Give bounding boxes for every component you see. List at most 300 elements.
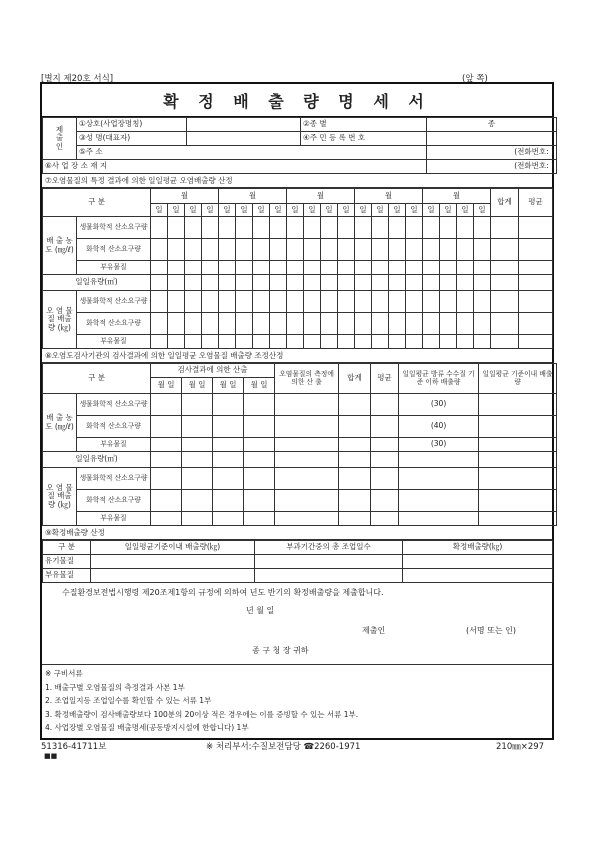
- entry-cell[interactable]: [371, 512, 399, 526]
- entry-cell[interactable]: [474, 275, 491, 291]
- sec7-concentration-group: 배 출 농 도 (㎎/ℓ): [43, 217, 77, 275]
- flow-row-label: 일일유량(㎥): [43, 275, 151, 291]
- entry-cell[interactable]: [168, 335, 185, 349]
- entry-cell[interactable]: [287, 239, 304, 261]
- sec7-day-header: 일: [389, 204, 406, 217]
- entry-cell[interactable]: [151, 438, 182, 452]
- entry-cell[interactable]: [182, 512, 213, 526]
- entry-cell[interactable]: [406, 261, 423, 275]
- entry-cell[interactable]: [236, 275, 253, 291]
- entry-cell[interactable]: [389, 261, 406, 275]
- sec8-emission-group: 오 염 물 질 배출량 (㎏): [43, 468, 77, 526]
- entry-cell[interactable]: [213, 452, 244, 468]
- type-field[interactable]: 종: [427, 118, 557, 132]
- section-9-table: [42, 540, 553, 583]
- entry-cell[interactable]: [338, 261, 355, 275]
- entry-cell[interactable]: [244, 490, 275, 512]
- row-label-sub3: 부유물질: [77, 335, 151, 349]
- entry-cell[interactable]: [355, 313, 372, 335]
- entry-cell[interactable]: [236, 261, 253, 275]
- entry-cell[interactable]: [406, 291, 423, 313]
- applicant-table: [42, 117, 557, 174]
- entry-cell[interactable]: [253, 291, 270, 313]
- submission-statement: [42, 583, 552, 665]
- entry-cell[interactable]: [287, 335, 304, 349]
- sec9-header-3: 확정배출량(㎏): [403, 541, 553, 555]
- entry-cell[interactable]: [253, 313, 270, 335]
- sec7-month-header: 월: [423, 189, 491, 204]
- entry-cell[interactable]: [355, 217, 372, 239]
- entry-cell[interactable]: [479, 394, 557, 416]
- entry-cell[interactable]: [275, 416, 339, 438]
- entry-cell[interactable]: [202, 275, 219, 291]
- entry-cell[interactable]: [321, 335, 338, 349]
- sec7-day-header: 일: [304, 204, 321, 217]
- entry-cell[interactable]: [151, 313, 168, 335]
- sec8-inspect-header: 검사결과에 의한 산출: [151, 364, 275, 378]
- entry-cell[interactable]: [372, 335, 389, 349]
- entry-cell[interactable]: [440, 239, 457, 261]
- entry-cell[interactable]: [213, 490, 244, 512]
- discharge-limit-cell[interactable]: (40): [399, 416, 479, 438]
- sec7-avg-header: 평균: [519, 189, 553, 217]
- entry-cell[interactable]: [151, 291, 168, 313]
- statement-text: 수질환경보전법시행령 제20조제1항의 규정에 의하여 년도 반기의 확정배출량을 제출합니다.: [62, 588, 384, 597]
- entry-cell[interactable]: [355, 239, 372, 261]
- row-label-sub3: 부유물질: [77, 438, 151, 452]
- sec8-measured-header: 오염물질의 측정에 의한 산 출: [275, 364, 339, 394]
- entry-cell[interactable]: [253, 239, 270, 261]
- entry-cell[interactable]: [519, 291, 553, 313]
- entry-cell[interactable]: [491, 217, 519, 239]
- row-label-sub1: 생물화학적 산소요구량: [77, 291, 151, 313]
- entry-cell[interactable]: [287, 291, 304, 313]
- entry-cell[interactable]: [185, 275, 202, 291]
- entry-cell[interactable]: [474, 291, 491, 313]
- entry-cell[interactable]: [168, 313, 185, 335]
- entry-cell[interactable]: [474, 335, 491, 349]
- page-side-label: (앞 쪽): [462, 74, 488, 84]
- entry-cell[interactable]: [182, 452, 213, 468]
- entry-cell[interactable]: [355, 335, 372, 349]
- entry-cell[interactable]: [253, 217, 270, 239]
- note-item: 4. 사업장별 오염물질 배출명세(공동방지시설에 한합니다) 1부: [45, 723, 249, 732]
- entry-cell[interactable]: [236, 291, 253, 313]
- address-phone[interactable]: (전화번호: ): [427, 146, 557, 160]
- entry-cell[interactable]: [406, 335, 423, 349]
- entry-cell[interactable]: [399, 468, 479, 490]
- entry-cell[interactable]: [519, 313, 553, 335]
- entry-cell[interactable]: [202, 291, 219, 313]
- sec7-day-header: 일: [168, 204, 185, 217]
- entry-cell[interactable]: [355, 291, 372, 313]
- entry-cell[interactable]: [371, 490, 399, 512]
- entry-cell[interactable]: [168, 239, 185, 261]
- entry-cell[interactable]: [423, 291, 440, 313]
- sec7-day-header: 일: [270, 204, 287, 217]
- discharge-limit-cell[interactable]: (30): [399, 394, 479, 416]
- entry-cell[interactable]: [321, 217, 338, 239]
- entry-cell[interactable]: [182, 468, 213, 490]
- entry-cell[interactable]: [219, 217, 236, 239]
- entry-cell[interactable]: [219, 291, 236, 313]
- entry-cell[interactable]: [338, 313, 355, 335]
- recipient: 종 구 청 장 귀하: [252, 646, 309, 655]
- sec9-row-organic: 유기물질: [43, 555, 91, 569]
- sec9-header-2: 부과기간중의 총 조업일수: [255, 541, 403, 555]
- entry-cell[interactable]: [244, 512, 275, 526]
- entry-cell[interactable]: [399, 512, 479, 526]
- row-label-sub2: 화학적 산소요구량: [77, 313, 151, 335]
- entry-cell[interactable]: [519, 239, 553, 261]
- sec7-day-header: 일: [236, 204, 253, 217]
- discharge-limit-cell[interactable]: (30): [399, 438, 479, 452]
- representative-field[interactable]: [187, 132, 301, 146]
- entry-cell[interactable]: [202, 239, 219, 261]
- site-phone[interactable]: (전화번호: ): [427, 160, 557, 174]
- entry-cell[interactable]: [423, 239, 440, 261]
- entry-cell[interactable]: [440, 261, 457, 275]
- entry-cell[interactable]: [321, 313, 338, 335]
- form-title: 확 정 배 출 량 명 세 서: [163, 91, 431, 111]
- entry-cell[interactable]: [423, 335, 440, 349]
- entry-cell[interactable]: [185, 261, 202, 275]
- sec7-emission-group: 오 염 물 질 배출량 (㎏): [43, 291, 77, 349]
- entry-cell[interactable]: [270, 261, 287, 275]
- entry-cell[interactable]: [219, 335, 236, 349]
- sec7-day-header: 일: [372, 204, 389, 217]
- entry-cell[interactable]: [339, 452, 371, 468]
- entry-cell[interactable]: [355, 275, 372, 291]
- sec7-day-header: 일: [457, 204, 474, 217]
- entry-cell[interactable]: [275, 490, 339, 512]
- sec8-avg-header: 평균: [371, 364, 399, 394]
- row-label-sub2: 화학적 산소요구량: [77, 416, 151, 438]
- entry-cell[interactable]: [213, 438, 244, 452]
- entry-cell[interactable]: [151, 394, 182, 416]
- sec8-total-header: 합계: [339, 364, 371, 394]
- entry-cell[interactable]: [423, 217, 440, 239]
- entry-cell[interactable]: [244, 394, 275, 416]
- entry-cell[interactable]: [406, 239, 423, 261]
- entry-cell[interactable]: [406, 275, 423, 291]
- entry-cell[interactable]: [304, 313, 321, 335]
- entry-cell[interactable]: [423, 313, 440, 335]
- entry-cell[interactable]: [389, 217, 406, 239]
- entry-cell[interactable]: [371, 416, 399, 438]
- entry-cell[interactable]: [185, 291, 202, 313]
- entry-cell[interactable]: [275, 394, 339, 416]
- entry-cell[interactable]: [491, 291, 519, 313]
- entry-cell[interactable]: [440, 217, 457, 239]
- entry-cell[interactable]: [519, 217, 553, 239]
- entry-cell[interactable]: [287, 261, 304, 275]
- entry-cell[interactable]: [474, 313, 491, 335]
- form-frame: [40, 82, 554, 740]
- entry-cell[interactable]: [371, 468, 399, 490]
- section-7-table: [42, 188, 553, 349]
- entry-cell[interactable]: [151, 452, 182, 468]
- entry-cell[interactable]: [423, 275, 440, 291]
- entry-cell[interactable]: [244, 468, 275, 490]
- entry-cell[interactable]: [253, 335, 270, 349]
- entry-cell[interactable]: [270, 217, 287, 239]
- entry-cell[interactable]: [182, 438, 213, 452]
- row-label-sub1: 생물화학적 산소요구량: [77, 468, 151, 490]
- entry-cell[interactable]: [253, 275, 270, 291]
- row-label-sub3: 부유물질: [77, 512, 151, 526]
- note-item: 1. 배출구별 오염물질의 측정결과 사본 1부: [45, 682, 185, 692]
- entry-cell[interactable]: [219, 261, 236, 275]
- entry-cell[interactable]: [270, 313, 287, 335]
- entry-cell[interactable]: [457, 291, 474, 313]
- entry-cell[interactable]: [479, 490, 557, 512]
- section-8-table: [42, 363, 557, 526]
- entry-cell[interactable]: [440, 291, 457, 313]
- entry-cell[interactable]: [321, 239, 338, 261]
- entry-cell[interactable]: [457, 275, 474, 291]
- entry-cell[interactable]: [244, 416, 275, 438]
- entry-cell[interactable]: [338, 291, 355, 313]
- entry-cell[interactable]: [270, 335, 287, 349]
- entry-cell[interactable]: [371, 394, 399, 416]
- entry-cell[interactable]: [270, 275, 287, 291]
- entry-cell[interactable]: [474, 217, 491, 239]
- row-label-sub1: 생물화학적 산소요구량: [77, 217, 151, 239]
- sec7-day-header: 일: [423, 204, 440, 217]
- entry-cell[interactable]: [372, 291, 389, 313]
- entry-cell[interactable]: [372, 261, 389, 275]
- entry-cell[interactable]: [519, 335, 553, 349]
- entry-cell[interactable]: [213, 394, 244, 416]
- entry-cell[interactable]: [236, 239, 253, 261]
- entry-cell[interactable]: [389, 275, 406, 291]
- entry-cell[interactable]: [185, 335, 202, 349]
- entry-cell[interactable]: [213, 416, 244, 438]
- sec8-date-2: 월 일: [182, 378, 213, 394]
- entry-cell[interactable]: [236, 217, 253, 239]
- entry-cell[interactable]: [185, 239, 202, 261]
- entry-cell[interactable]: [244, 438, 275, 452]
- entry-cell[interactable]: [236, 335, 253, 349]
- entry-cell[interactable]: [321, 291, 338, 313]
- row-label-sub2: 화학적 산소요구량: [77, 239, 151, 261]
- cell[interactable]: [255, 555, 403, 569]
- entry-cell[interactable]: [304, 335, 321, 349]
- entry-cell[interactable]: [151, 416, 182, 438]
- entry-cell[interactable]: [479, 438, 557, 452]
- entry-cell[interactable]: [151, 261, 168, 275]
- entry-cell[interactable]: [304, 261, 321, 275]
- entry-cell[interactable]: [168, 275, 185, 291]
- entry-cell[interactable]: [372, 239, 389, 261]
- entry-cell[interactable]: [270, 291, 287, 313]
- entry-cell[interactable]: [151, 490, 182, 512]
- entry-cell[interactable]: [423, 261, 440, 275]
- paper-size: 210㎜×297: [496, 742, 545, 752]
- entry-cell[interactable]: [151, 217, 168, 239]
- entry-cell[interactable]: [151, 239, 168, 261]
- entry-cell[interactable]: [479, 452, 557, 468]
- cell[interactable]: [255, 569, 403, 583]
- sec7-day-header: 일: [253, 204, 270, 217]
- cell[interactable]: [403, 555, 553, 569]
- entry-cell[interactable]: [479, 512, 557, 526]
- entry-cell[interactable]: [389, 291, 406, 313]
- entry-cell[interactable]: [151, 512, 182, 526]
- entry-cell[interactable]: [338, 335, 355, 349]
- footer-mark: ■■: [44, 752, 58, 760]
- entry-cell[interactable]: [304, 291, 321, 313]
- entry-cell[interactable]: [440, 313, 457, 335]
- entry-cell[interactable]: [519, 261, 553, 275]
- entry-cell[interactable]: [244, 452, 275, 468]
- entry-cell[interactable]: [202, 261, 219, 275]
- sec7-day-header: 일: [355, 204, 372, 217]
- entry-cell[interactable]: [321, 275, 338, 291]
- entry-cell[interactable]: [168, 261, 185, 275]
- sec8-date-1: 월 일: [151, 378, 182, 394]
- entry-cell[interactable]: [338, 275, 355, 291]
- entry-cell[interactable]: [304, 239, 321, 261]
- entry-cell[interactable]: [474, 261, 491, 275]
- entry-cell[interactable]: [406, 313, 423, 335]
- entry-cell[interactable]: [287, 217, 304, 239]
- entry-cell[interactable]: [275, 512, 339, 526]
- entry-cell[interactable]: [440, 335, 457, 349]
- sec8-date-3: 월 일: [213, 378, 244, 394]
- sec7-day-header: 일: [474, 204, 491, 217]
- entry-cell[interactable]: [389, 335, 406, 349]
- company-name-label: ①상호(사업장명칭): [77, 118, 187, 132]
- applicant-group-label: 제 출 인: [43, 118, 77, 160]
- entry-cell[interactable]: [182, 490, 213, 512]
- entry-cell[interactable]: [168, 217, 185, 239]
- entry-cell[interactable]: [275, 452, 339, 468]
- entry-cell[interactable]: [457, 261, 474, 275]
- sec9-category-header: 구 분: [43, 541, 91, 555]
- notes-title: ※ 구비서류: [45, 669, 83, 678]
- entry-cell[interactable]: [213, 468, 244, 490]
- entry-cell[interactable]: [275, 468, 339, 490]
- entry-cell[interactable]: [182, 416, 213, 438]
- sec7-category-header: 구 분: [43, 189, 151, 217]
- sec8-std-header: 일일평균 방류 수수질 기준 이하 배출량: [399, 364, 479, 394]
- entry-cell[interactable]: [457, 313, 474, 335]
- entry-cell[interactable]: [491, 261, 519, 275]
- entry-cell[interactable]: [253, 261, 270, 275]
- entry-cell[interactable]: [406, 217, 423, 239]
- entry-cell[interactable]: [202, 313, 219, 335]
- entry-cell[interactable]: [457, 239, 474, 261]
- entry-cell[interactable]: [339, 438, 371, 452]
- entry-cell[interactable]: [151, 335, 168, 349]
- entry-cell[interactable]: [339, 490, 371, 512]
- entry-cell[interactable]: [219, 313, 236, 335]
- type-label: ②종 별: [301, 118, 427, 132]
- entry-cell[interactable]: [202, 335, 219, 349]
- resident-id-field[interactable]: [427, 132, 557, 146]
- entry-cell[interactable]: [440, 275, 457, 291]
- entry-cell[interactable]: [338, 239, 355, 261]
- entry-cell[interactable]: [219, 239, 236, 261]
- entry-cell[interactable]: [185, 217, 202, 239]
- sign-label: (서명 또는 인): [466, 626, 516, 635]
- entry-cell[interactable]: [236, 313, 253, 335]
- sec7-month-header: 월: [151, 189, 219, 204]
- entry-cell[interactable]: [457, 217, 474, 239]
- entry-cell[interactable]: [457, 335, 474, 349]
- entry-cell[interactable]: [491, 275, 519, 291]
- cell[interactable]: [91, 555, 255, 569]
- entry-cell[interactable]: [304, 217, 321, 239]
- entry-cell[interactable]: [304, 275, 321, 291]
- entry-cell[interactable]: [182, 394, 213, 416]
- entry-cell[interactable]: [399, 490, 479, 512]
- entry-cell[interactable]: [399, 452, 479, 468]
- sec9-header-1: 일일평균기준이내 배출량(㎏): [91, 541, 255, 555]
- entry-cell[interactable]: [339, 512, 371, 526]
- department-info: ※ 처리부서:수질보전담당 ☎2260-1971: [206, 742, 361, 752]
- entry-cell[interactable]: [491, 313, 519, 335]
- entry-cell[interactable]: [219, 275, 236, 291]
- row-label-sub3: 부유물질: [77, 261, 151, 275]
- entry-cell[interactable]: [371, 438, 399, 452]
- entry-cell[interactable]: [372, 313, 389, 335]
- entry-cell[interactable]: [213, 512, 244, 526]
- sec7-month-header: 월: [219, 189, 287, 204]
- entry-cell[interactable]: [372, 275, 389, 291]
- entry-cell[interactable]: [474, 239, 491, 261]
- entry-cell[interactable]: [479, 416, 557, 438]
- site-location-label: ⑥사 업 장 소 재 지: [43, 160, 427, 174]
- statement-date: 년 월 일: [246, 606, 275, 615]
- sec8-std2-header: 일일평균 기준이내 배출량: [479, 364, 557, 394]
- cell[interactable]: [91, 569, 255, 583]
- entry-cell[interactable]: [491, 335, 519, 349]
- entry-cell[interactable]: [372, 217, 389, 239]
- sec7-day-header: 일: [202, 204, 219, 217]
- entry-cell[interactable]: [519, 275, 553, 291]
- entry-cell[interactable]: [202, 217, 219, 239]
- entry-cell[interactable]: [339, 394, 371, 416]
- entry-cell[interactable]: [321, 261, 338, 275]
- entry-cell[interactable]: [389, 239, 406, 261]
- entry-cell[interactable]: [275, 438, 339, 452]
- entry-cell[interactable]: [491, 239, 519, 261]
- sec7-day-header: 일: [321, 204, 338, 217]
- entry-cell[interactable]: [339, 416, 371, 438]
- entry-cell[interactable]: [185, 313, 202, 335]
- entry-cell[interactable]: [339, 468, 371, 490]
- company-name-field[interactable]: [187, 118, 301, 132]
- entry-cell[interactable]: [151, 468, 182, 490]
- sec8-category-header: 구 분: [43, 364, 151, 394]
- entry-cell[interactable]: [479, 468, 557, 490]
- entry-cell[interactable]: [151, 275, 168, 291]
- sec7-day-header: 일: [287, 204, 304, 217]
- row-label-sub1: 생물화학적 산소요구량: [77, 394, 151, 416]
- entry-cell[interactable]: [389, 313, 406, 335]
- entry-cell[interactable]: [287, 313, 304, 335]
- entry-cell[interactable]: [287, 275, 304, 291]
- cell[interactable]: [403, 569, 553, 583]
- entry-cell[interactable]: [355, 261, 372, 275]
- entry-cell[interactable]: [338, 217, 355, 239]
- entry-cell[interactable]: [371, 452, 399, 468]
- entry-cell[interactable]: [168, 291, 185, 313]
- entry-cell[interactable]: [270, 239, 287, 261]
